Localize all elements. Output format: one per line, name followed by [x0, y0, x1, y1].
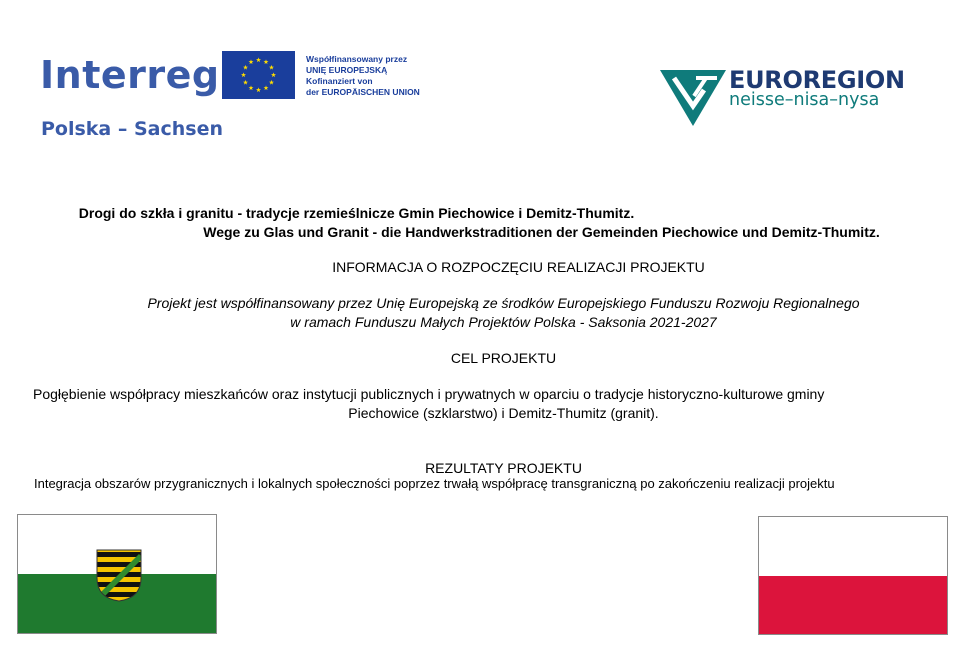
interreg-programme-name: Polska – Sachsen	[41, 118, 224, 140]
goal-text-line-2: Piechowice (szklarstwo) i Demitz-Thumitz (granit).	[348, 405, 659, 421]
funding-statement-line-2: w ramach Funduszu Małych Projektów Polska - Saksonia 2021-2027	[290, 314, 717, 330]
eu-funding-line-3: Kofinanziert von	[306, 76, 373, 86]
eu-funding-line-1: Współfinansowany przez	[306, 54, 408, 64]
euroregion-mark-icon	[660, 68, 726, 126]
goal-heading: CEL PROJEKTU	[450, 350, 557, 366]
poland-flag-red-stripe	[759, 576, 947, 635]
eu-funding-text	[306, 54, 420, 98]
info-heading: INFORMACJA O ROZPOCZĘCIU REALIZACJI PROJEKTU	[332, 259, 705, 275]
saxony-flag-icon	[17, 514, 217, 634]
eu-funding-line-4: der EUROPÄISCHEN UNION	[306, 87, 420, 97]
goal-text-line-1: Pogłębienie współpracy mieszkańców oraz instytucji publicznych i prywatnych w oparciu o tradycje historyczno-kulturowe gminy	[33, 386, 825, 402]
euroregion-subtitle: neisse–nisa–nysa	[729, 90, 880, 110]
results-heading: REZULTATY PROJEKTU	[425, 460, 582, 476]
funding-statement-line-1: Projekt jest współfinansowany przez Unię Europejską ze środków Europejskiego Funduszu Rozwoju Regionalnego	[147, 295, 860, 311]
eu-funding-line-2: UNIĘ EUROPEJSKĄ	[306, 65, 388, 75]
poland-flag-icon	[758, 516, 948, 635]
interreg-wordmark: Interreg	[40, 53, 220, 97]
euroregion-title: EUROREGION	[729, 66, 905, 94]
project-title-polish: Drogi do szkła i granitu - tradycje rzemieślnicze Gmin Piechowice i Demitz-Thumitz.	[78, 205, 635, 221]
results-text-line-1: Integracja obszarów przygranicznych i lokalnych społeczności poprzez trwałą współpracę transgraniczną po zakończeniu realizacji projektu	[34, 476, 835, 491]
eu-flag-icon	[222, 51, 295, 99]
project-title-german: Wege zu Glas und Granit - die Handwerkstraditionen der Gemeinden Piechowice und Demitz-Thumitz.	[203, 224, 880, 240]
poland-flag-white-stripe	[759, 517, 947, 576]
saxony-coat-of-arms-icon	[95, 548, 143, 602]
